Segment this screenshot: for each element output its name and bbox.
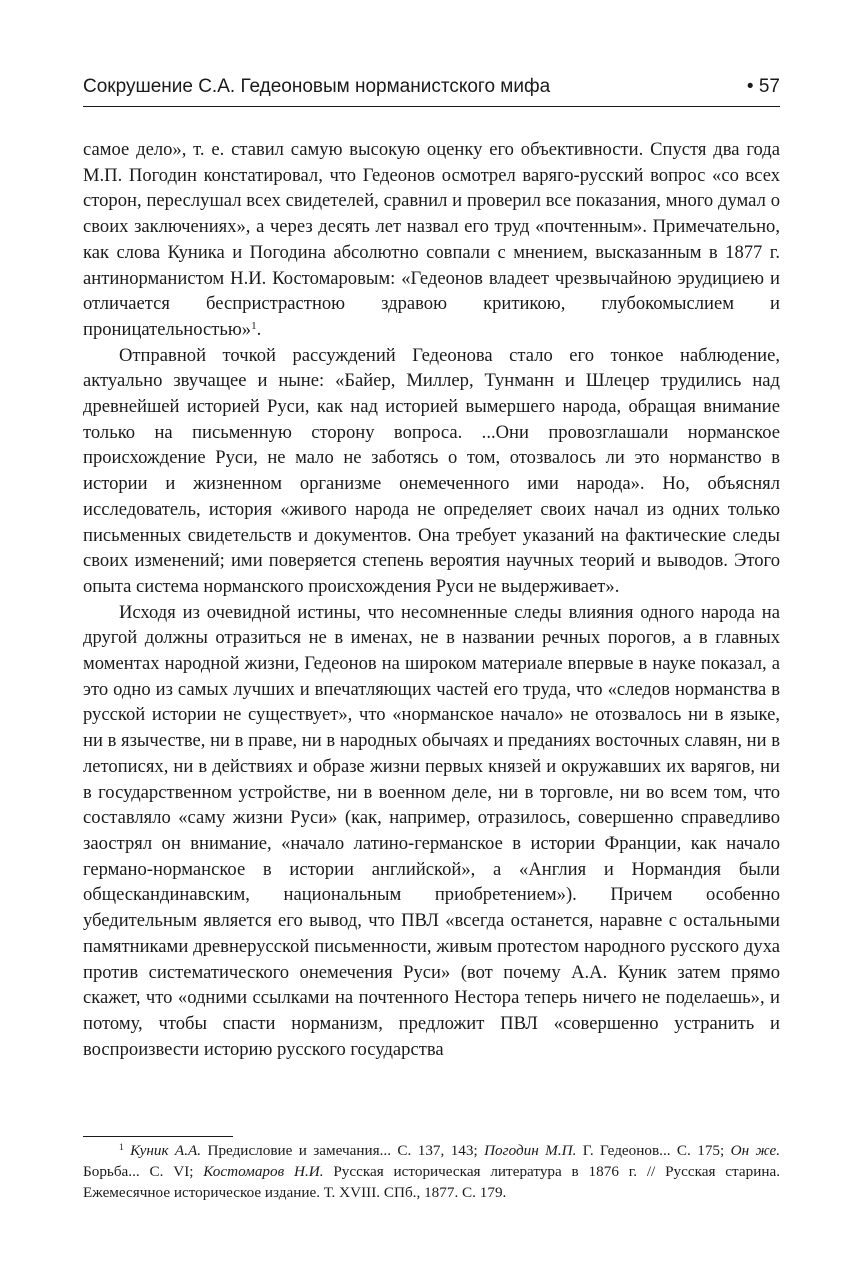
footnote-reference[interactable]: 1: [251, 319, 257, 332]
paragraph-continued: [83, 137, 780, 343]
footnote-text: Русская историческая литература в 1876 г. // Русская старина. Ежемесячное историческое издание. Т. XVIII. СПб., 1877. С. 179.: [83, 1163, 780, 1201]
header-rule: [83, 106, 780, 107]
running-title: Сокрушение С.А. Гедеоновым норманистского мифа: [83, 76, 551, 97]
paragraph-tail: .: [256, 318, 262, 340]
paragraph: Исходя из очевидной истины, что несомненные следы влияния одного народа на другой должны отразиться не в именах, не в названии речных порогов, а в главных моментах народной жизни, Гедеонов на широком материале впервые в науке показал, а это одно из самых лучших и впечатляющих частей его труда, что «следов норманства в русской истории не существует», что «норманское начало» не отозвалось ни в языке, ни в язычестве, ни в праве, ни в народных обычаях и преданиях восточных славян, ни в летописях, ни в действиях и образе жизни первых князей и окружавших их варягов, ни в государственном устройстве, ни в военном деле, ни в торговле, ни во всем том, что составляло «саму жизни Руси» (как, например, отразилось, совершенно справедливо заострял он внимание, «начало латино-германское в истории Франции, как начало германо-норманское в истории английской», а «Англия и Нормандия были общескандинавским, национальным приобретением»). Причем особенно убедительным является его вывод, что ПВЛ «всегда останется, наравне с остальными памятниками древнерусской письменности, живым протестом народного русского духа против систематического онемечения Руси» (вот почему А.А. Куник затем прямо скажет, что «одними ссылками на почтенного Нестора теперь ничего не поделаешь», и потому, чтобы спасти норманизм, предложит ПВЛ «совершенно устранить и воспроизвести историю русского государства: [83, 601, 780, 1060]
footnote-author: Куник А.А.: [130, 1142, 202, 1159]
footnote-text: Борьба... С. VI;: [83, 1163, 204, 1180]
footnote-author: Погодин М.П.: [484, 1142, 577, 1159]
paragraph: Отправной точкой рассуждений Гедеонова стало его тонкое наблюдение, актуально звучащее и ныне: «Байер, Миллер, Тунманн и Шлецер трудились над древнейшей историей Руси, как над историей вымершего народа, обращая внимание только на письменную сторону вопроса. ...Они провозглашали норманское происхождение Руси, не мало не заботясь о том, отозвалось ли это норманство в истории и жизненном организме онемеченного ими народа». Но, объяснял исследователь, история «живого народа не определяет своих начал из одних только письменных свидетельств и документов. Она требует указаний на фактические следы своих изменений; ими поверяется степень вероятия научных теорий и выводов. Этого опыта система норманского происхождения Руси не выдерживает».: [83, 344, 780, 597]
page-number: • 57: [746, 76, 780, 97]
footnote: [83, 1140, 780, 1203]
footnote-mark: 1: [119, 1143, 124, 1153]
footnote-text: Г. Гедеонов... С. 175;: [576, 1142, 731, 1159]
main-text: [83, 137, 780, 1062]
footnote-author: Костомаров Н.И.: [203, 1163, 324, 1180]
running-header: [83, 74, 780, 104]
footnotes: [83, 1140, 780, 1203]
footnote-author: Он же.: [730, 1142, 780, 1159]
footnote-text: Предисловие и замечания... С. 137, 143;: [201, 1142, 485, 1159]
paragraph-text: самое дело», т. е. ставил самую высокую оценку его объективности. Спустя два года М.П. Погодин констатировал, что Гедеонов осмотрел варяго-русский вопрос «со всех сторон, переслушал всех свидетелей, сравнил и проверил все показания, много думал о своих заключениях», а через десять лет назвал его труд «почтенным». Примечательно, как слова Куника и Погодина абсолютно совпали с мнением, высказанным в 1877 г. антинорманистом Н.И. Костомаровым: «Гедеонов владеет чрезвычайною эрудициею и отличается беспристрастною здравою критикою, глубокомыслием и проницательностью»: [83, 139, 780, 340]
footnote-rule: [83, 1136, 233, 1137]
